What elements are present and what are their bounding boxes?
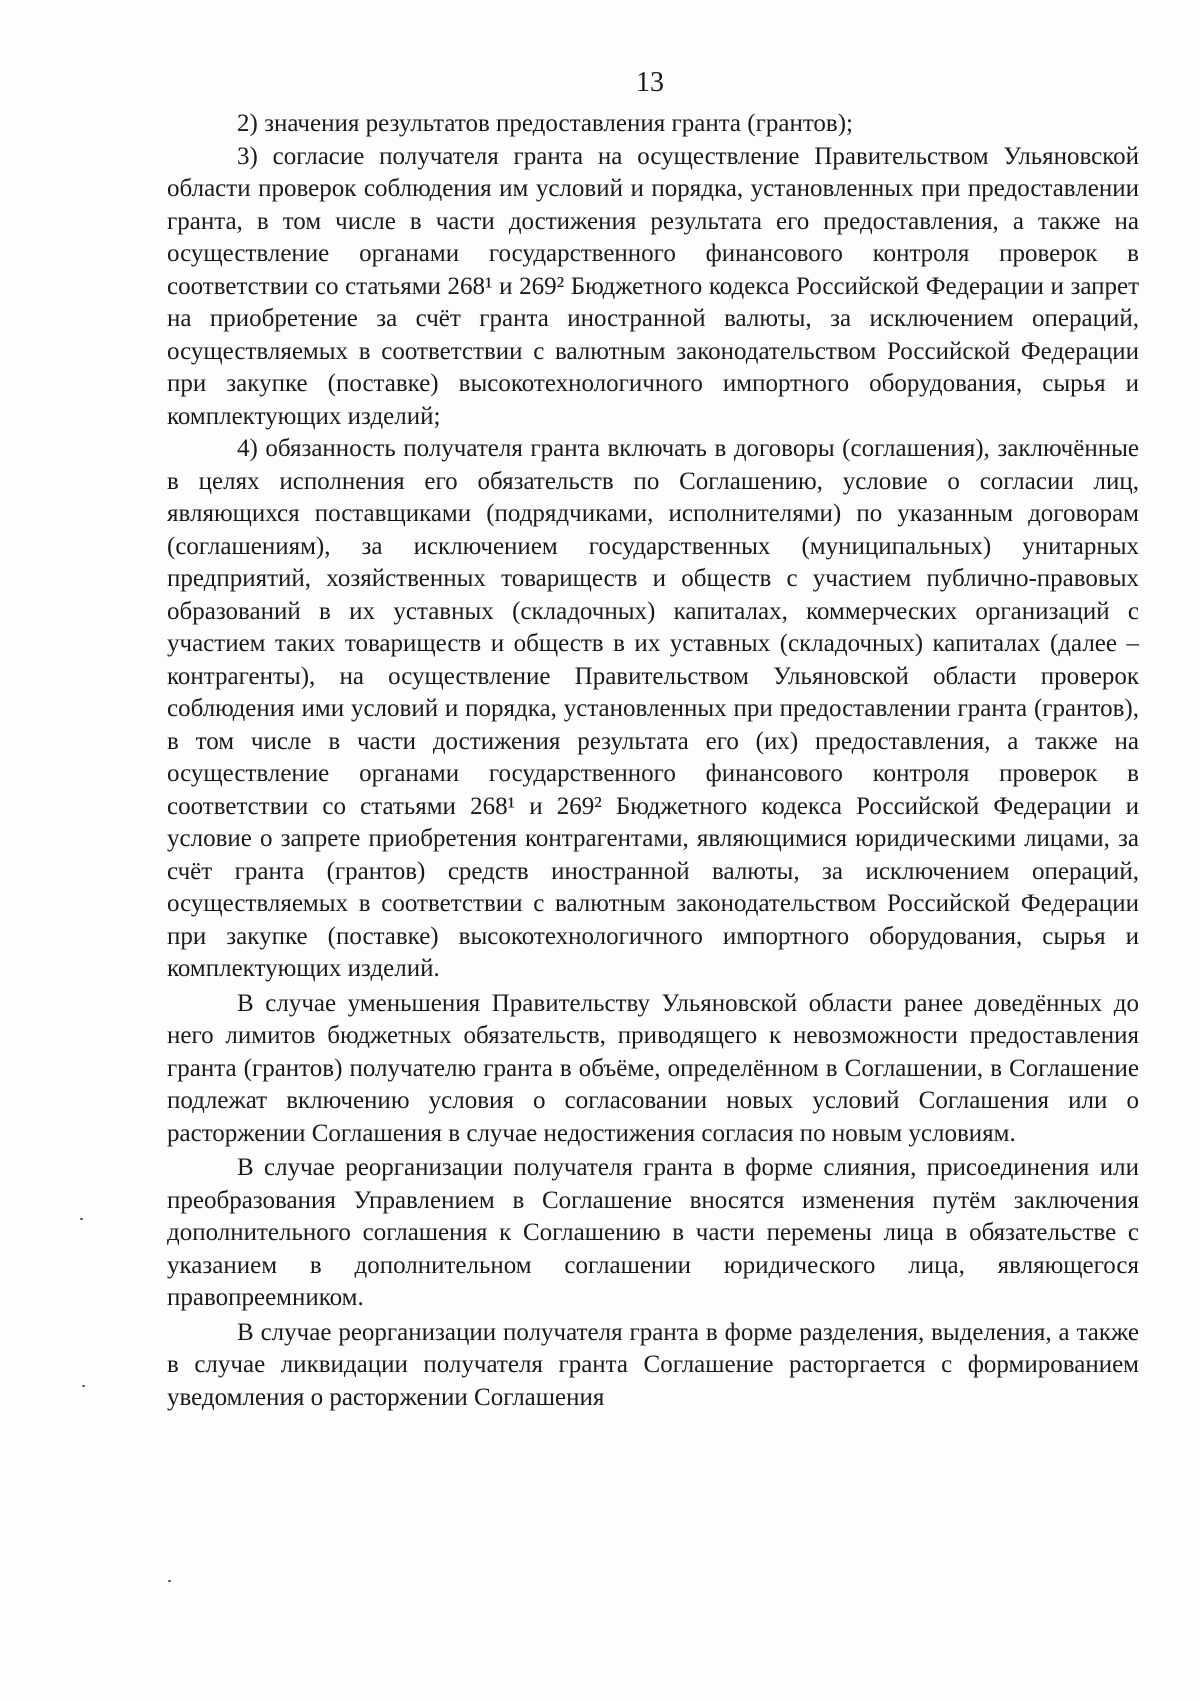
scan-speck <box>82 1385 85 1387</box>
paragraph-limits-reduction: В случае уменьшения Правительству Ульяновской области ранее доведённых до него лимитов бюджетных обязательств, приводящего к невозможности предоставления гранта (грантов) получателю гранта в объёме, определённом в Соглашении, в Соглашение подлежат включению условия о согласовании новых условий Соглашения или о расторжении Соглашения в случае недостижения согласия по новым условиям. <box>167 989 1139 1147</box>
document-body <box>167 108 1139 1414</box>
paragraph-item-2: 2) значения результатов предоставления гранта (грантов); <box>237 110 854 137</box>
paragraph-reorganization-division: В случае реорганизации получателя гранта в форме разделения, выделения, а также в случае ликвидации получателя гранта Соглашение расторгается с формированием уведомления о расторжении Соглашения <box>167 1318 1139 1411</box>
paragraph-item-3: 3) согласие получателя гранта на осуществление Правительством Ульяновской области проверок соблюдения им условий и порядка, установленных при предоставлении гранта, в том числе в части достижения результата его предоставления, а также на осуществление органами государственного финансового контроля проверок в соответствии со статьями 268¹ и 269² Бюджетного кодекса Российской Федерации и запрет на приобретение за счёт гранта иностранной валюты, за исключением операций, осуществляемых в соответствии с валютным законодательством Российской Федерации при закупке (поставке) высокотехнологичного импортного оборудования, сырья и комплектующих изделий; <box>167 142 1139 430</box>
page-number: 13 <box>636 67 664 98</box>
paragraph-reorganization-merger: В случае реорганизации получателя гранта в форме слияния, присоединения или преобразования Управлением в Соглашение вносятся изменения путём заключения дополнительного соглашения к Соглашению в части перемены лица в обязательстве с указанием в дополнительном соглашении юридического лица, являющегося правопреемником. <box>167 1154 1139 1311</box>
paragraph-item-4: 4) обязанность получателя гранта включать в договоры (соглашения), заключённые в целях исполнения его обязательств по Соглашению, условие о согласии лиц, являющихся поставщиками (подрядчиками, исполнителями) по указанным договорам (соглашениям), за исключением государственных (муниципальных) унитарных предприятий, хозяйственных товариществ и обществ с участием публично-правовых образований в их уставных (складочных) капиталах, коммерческих организаций с участием таких товариществ и обществ в их уставных (складочных) капиталах (далее – контрагенты), на осуществление Правительством Ульяновской области проверок соблюдения ими условий и порядка, установленных при предоставлении гранта (грантов), в том числе в части достижения результата его (их) предоставления, а также на осуществление органами государственного финансового контроля проверок в соответствии со статьями 268¹ и 269² Бюджетного кодекса Российской Федерации и условие о запрете приобретения контрагентами, являющимися юридическими лицами, за счёт гранта (грантов) средств иностранной валюты, за исключением операций, осуществляемых в соответствии с валютным законодательством Российской Федерации при закупке (поставке) высокотехнологичного импортного оборудования, сырья и комплектующих изделий. <box>167 435 1139 982</box>
scan-speck <box>168 1580 171 1582</box>
scan-speck <box>80 1218 83 1220</box>
